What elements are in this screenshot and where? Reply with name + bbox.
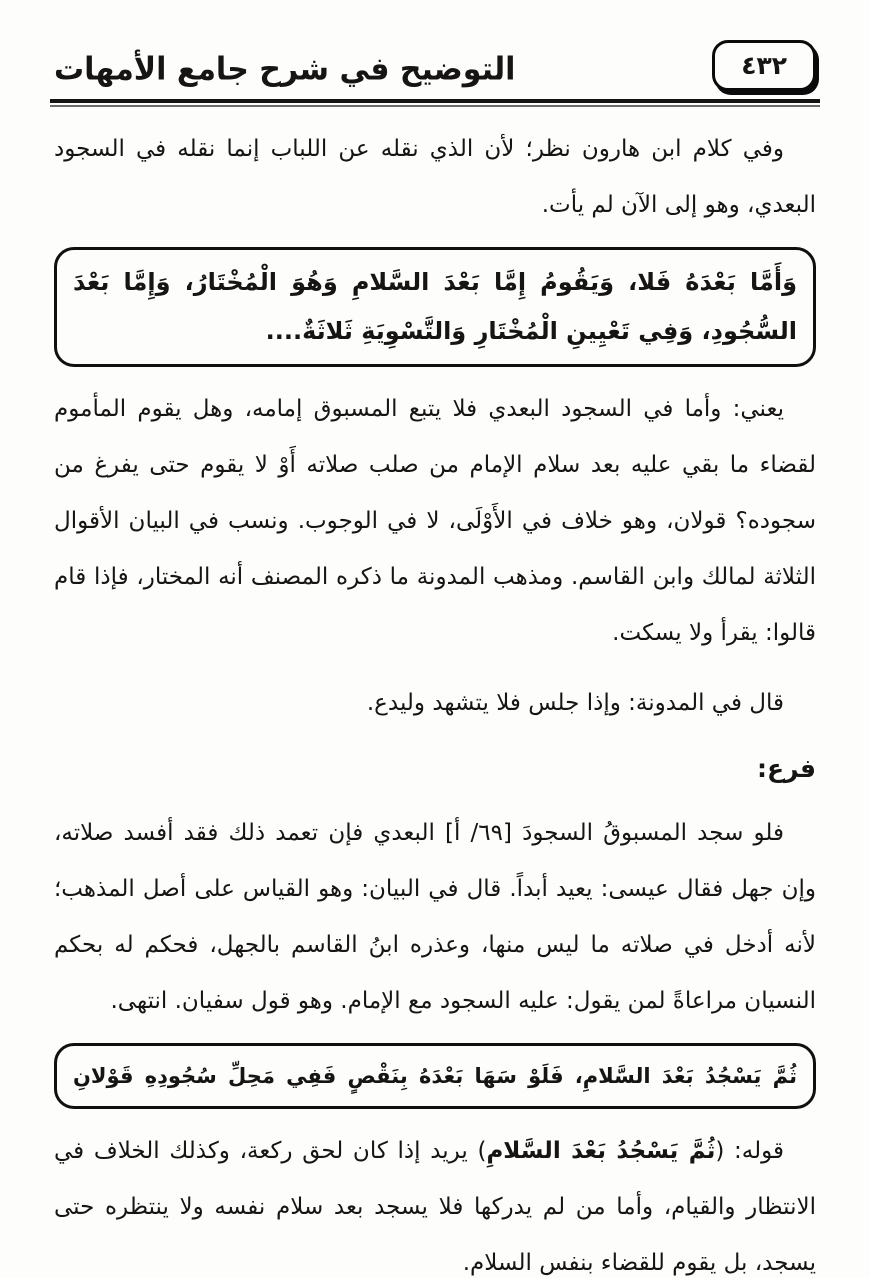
book-title: التوضيح في شرح جامع الأمهات bbox=[54, 51, 516, 88]
paragraph-mudawwana-quote: قال في المدونة: وإذا جلس فلا يتشهد وليدع. bbox=[366, 690, 784, 716]
page-number-badge bbox=[712, 40, 816, 91]
matn-frame-1 bbox=[54, 247, 816, 367]
paragraph-commentary-sujud-badi: يعني: وأما في السجود البعدي فلا يتبع المسبوق إمامه، وهل يقوم المأموم لقضاء ما بقي عليه بعد سلام الإمام من صلب صلاته أَوْ لا يقوم حتى يفرغ من سجوده؟ قولان، وهو خلاف في الأَوْلَى، لا في الوجوب. ونسب في البيان الأقوال الثلاثة لمالك وابن القاسم. ومذهب المدونة ما ذكره المصنف أنه المختار، فإذا قام قالوا: يقرأ ولا يسكت. bbox=[54, 396, 816, 646]
paragraph-ibn-haroun-remark: وفي كلام ابن هارون نظر؛ لأن الذي نقله عن اللباب إنما نقله في السجود البعدي، وهو إلى الآن لم يأت. bbox=[54, 136, 816, 218]
matn-text-2: ثُمَّ يَسْجُدُ بَعْدَ السَّلامِ، فَلَوْ سَهَا بَعْدَهُ بِنَقْصٍ فَفِي مَحِلِّ سُجُودِهِ قَوْلانِ bbox=[73, 1064, 797, 1088]
header-rule-thick-line bbox=[50, 99, 820, 103]
page-number: ٤٣٢ bbox=[741, 51, 787, 80]
header-rule-thin-line bbox=[50, 105, 820, 107]
page-body bbox=[50, 121, 820, 1278]
section-heading-far: فرع: bbox=[757, 754, 816, 783]
matn-inline-quote: ثُمَّ يَسْجُدُ بَعْدَ السَّلامِ bbox=[486, 1138, 716, 1164]
paragraph-qawluhu-commentary bbox=[54, 1123, 816, 1278]
matn-frame-2 bbox=[54, 1043, 816, 1109]
matn-text-1: وَأَمَّا بَعْدَهُ فَلا، وَيَقُومُ إِمَّا بَعْدَ السَّلامِ وَهُوَ الْمُخْتَارُ، وَإِمَّا بَعْدَ السُّجُودِ، وَفِي تَعْيِينِ الْمُخْتَارِ وَالتَّسْوِيَةِ ثَلاثَةٌ.... bbox=[73, 268, 797, 345]
header-rule bbox=[50, 99, 820, 107]
page-header bbox=[50, 40, 820, 91]
paragraph-far-discussion: فلو سجد المسبوقُ السجودَ [٦٩/ أ] البعدي فإن تعمد ذلك فقد أفسد صلاته، وإن جهل فقال عيسى: يعيد أبداً. قال في البيان: وهو القياس على أصل المذهب؛ لأنه أدخل في صلاته ما ليس منها، وعذره ابنُ القاسم بالجهل، فحكم له بحكم النسيان مراعاةً لمن يقول: عليه السجود مع الإمام. وهو قول سفيان. انتهى. bbox=[54, 820, 816, 1014]
qawluhu-intro: قوله: ( bbox=[715, 1138, 785, 1164]
qawluhu-rest: ) يريد إذا كان لحق ركعة، وكذلك الخلاف في الانتظار والقيام، وأما من لم يدركها فلا يسجد بعد سلام نفسه ولا ينتظره حتى يسجد، بل يقوم للقضاء بنفس السلام. bbox=[54, 1138, 816, 1276]
